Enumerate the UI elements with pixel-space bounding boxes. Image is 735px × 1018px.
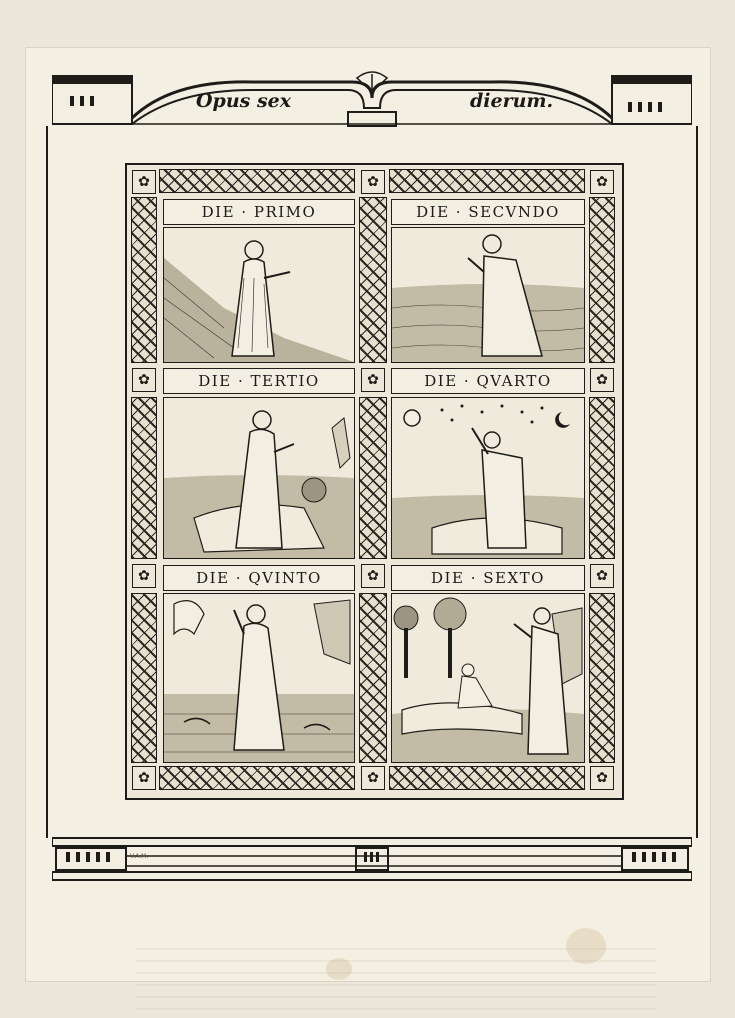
title-word-2: dierum. (470, 90, 554, 112)
header-arch (52, 68, 692, 128)
scene-day-6 (391, 593, 585, 763)
border-middle (359, 593, 387, 763)
rosette-ornament: ✿ (132, 170, 156, 194)
stain (326, 958, 352, 980)
rosette-ornament: ✿ (361, 170, 385, 194)
title-word-1: Opus sex (196, 90, 292, 112)
border-middle (359, 397, 387, 559)
border-right (589, 397, 615, 559)
panel-label-2: DIE · SECVNDO (391, 199, 585, 225)
panel-label-4: DIE · QVARTO (391, 368, 585, 394)
border-bottom (159, 766, 355, 790)
scene-day-5 (163, 593, 355, 763)
rosette-ornament: ✿ (361, 766, 385, 790)
rosette-ornament: ✿ (132, 368, 156, 392)
woodcut-grid (125, 163, 624, 800)
panel-label-5: DIE · QVINTO (163, 565, 355, 591)
border-top (159, 169, 355, 193)
border-top (389, 169, 585, 193)
rosette-ornament: ✿ (132, 766, 156, 790)
border-right (589, 197, 615, 363)
rosette-ornament: ✿ (590, 766, 614, 790)
border-left (131, 593, 157, 763)
stain (566, 928, 606, 964)
border-right (589, 593, 615, 763)
frame-right-rule (696, 126, 698, 838)
scene-day-2 (391, 227, 585, 363)
rosette-ornament: ✿ (590, 564, 614, 588)
rosette-ornament: ✿ (590, 368, 614, 392)
museum-mark: V.A.M. (130, 853, 149, 860)
rosette-ornament: ✿ (590, 170, 614, 194)
border-left (131, 397, 157, 559)
panel-label-1: DIE · PRIMO (163, 199, 355, 225)
rosette-ornament: ✿ (361, 368, 385, 392)
panel-label-6: DIE · SEXTO (391, 565, 585, 591)
scene-day-3 (163, 397, 355, 559)
panel-label-3: DIE · TERTIO (163, 368, 355, 394)
scene-day-1 (163, 227, 355, 363)
border-left (131, 197, 157, 363)
rosette-ornament: ✿ (132, 564, 156, 588)
scene-day-4 (391, 397, 585, 559)
border-middle (359, 197, 387, 363)
border-bottom (389, 766, 585, 790)
frame-left-rule (46, 126, 48, 838)
rosette-ornament: ✿ (361, 564, 385, 588)
